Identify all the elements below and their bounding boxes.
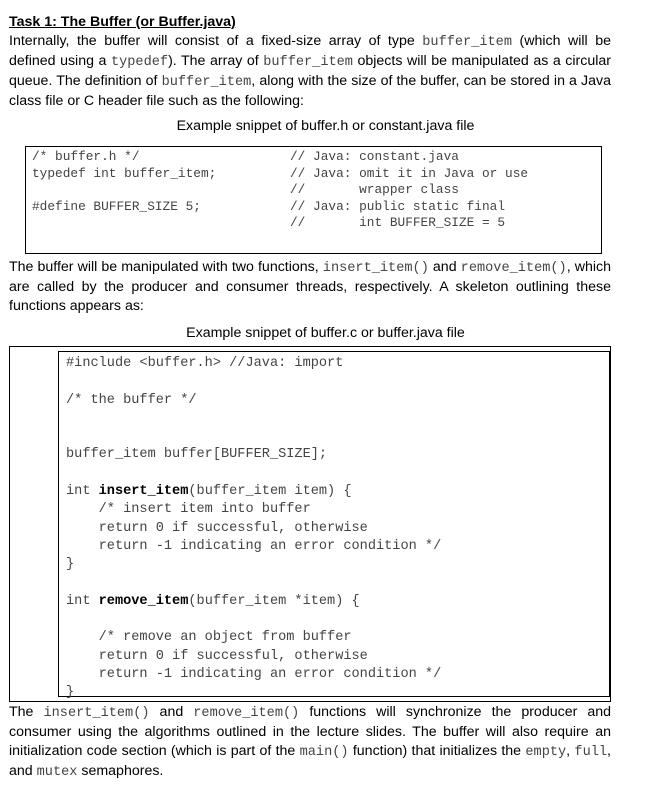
body-text: and — [428, 259, 461, 275]
intro-text: objects will be manipulated as a circular queue. The definition of — [9, 53, 612, 89]
body-text: , which are called by the producer and consumer threads, respectively. A skeleton outlining these functions appears as: — [9, 259, 611, 314]
code-line: // Java: constant.java — [290, 149, 459, 164]
inline-code: buffer_item — [263, 55, 353, 70]
inline-code: remove_item() — [460, 261, 567, 276]
intro-text: Internally, the buffer will consist of a fixed-size array of type — [9, 33, 423, 49]
body-text: , — [566, 743, 575, 759]
code-line: /* the buffer */ — [66, 392, 197, 408]
header-snippet-java — [290, 149, 528, 232]
code-token: (buffer_item item) { — [188, 484, 352, 500]
inline-code: insert_item() — [43, 706, 150, 721]
closing-paragraph — [9, 703, 611, 782]
intro-text: , along with the size of the buffer, can be stored in a Java class file or C header file such as the following: — [9, 73, 611, 109]
inline-code: buffer_item — [161, 75, 252, 90]
body-text: The — [9, 704, 44, 720]
functions-paragraph — [9, 258, 611, 316]
code-line: return -1 indicating an error condition */ — [66, 667, 442, 683]
task-title: Task 1: The Buffer (or Buffer.java) — [9, 14, 236, 30]
code-token: int — [66, 593, 99, 609]
body-text: and — [149, 704, 194, 720]
insert-item-function-name: insert_item — [98, 484, 189, 500]
code-line: #include <buffer.h> //Java: import — [66, 356, 344, 371]
intro-paragraph — [9, 32, 611, 111]
inline-code: main() — [299, 745, 349, 760]
intro-text: (which will be defined using a — [9, 33, 611, 69]
inline-code: insert_item() — [322, 261, 429, 276]
code-line: // Java: omit it in Java or use — [290, 165, 529, 181]
inline-code: typedef — [110, 55, 169, 70]
code-token: (buffer_item *item) { — [188, 593, 360, 609]
code-token: int — [66, 484, 99, 500]
code-line: return -1 indicating an error condition */ — [66, 538, 442, 554]
code-line: return 0 if successful, otherwise — [66, 648, 368, 664]
code-line: return 0 if successful, otherwise — [66, 520, 368, 536]
code-line: // wrapper class — [290, 182, 459, 197]
body-text: semaphores. — [77, 763, 164, 779]
body-text: The buffer will be manipulated with two functions, — [9, 259, 323, 275]
inline-code: remove_item() — [193, 706, 300, 721]
snippet1-caption: Example snippet of buffer.h or constant.java file — [176, 118, 475, 134]
code-line: } — [66, 557, 75, 573]
inline-code: mutex — [36, 765, 78, 780]
inline-code: buffer_item — [422, 35, 512, 50]
code-line: typedef int buffer_item; — [32, 165, 217, 181]
remove-item-function-name: remove_item — [98, 593, 189, 609]
code-line: /* insert item into buffer — [66, 502, 311, 518]
inline-code: empty — [525, 745, 567, 760]
code-line: #define BUFFER_SIZE 5; — [32, 198, 201, 214]
code-line: /* buffer.h */ — [32, 149, 140, 164]
header-snippet-c — [32, 149, 216, 215]
code-line: /* remove an object from buffer — [66, 630, 352, 646]
body-text: functions will synchronize the producer and consumer using the algorithms outlined in the lecture slides. The buffer will also require an initialization code section (which is part of the — [9, 704, 612, 759]
code-line: // Java: public static final — [290, 198, 506, 214]
code-line: // int BUFFER_SIZE = 5 — [290, 215, 506, 230]
body-text: function) that initializes the — [348, 743, 526, 759]
intro-text: ). The array of — [168, 53, 264, 69]
inline-code: full — [574, 745, 608, 760]
code-line: buffer_item buffer[BUFFER_SIZE]; — [66, 447, 328, 463]
body-text: , and — [9, 743, 611, 779]
buffer-snippet-code — [66, 355, 441, 703]
code-line: } — [66, 685, 75, 701]
snippet2-caption: Example snippet of buffer.c or buffer.java file — [186, 325, 465, 341]
